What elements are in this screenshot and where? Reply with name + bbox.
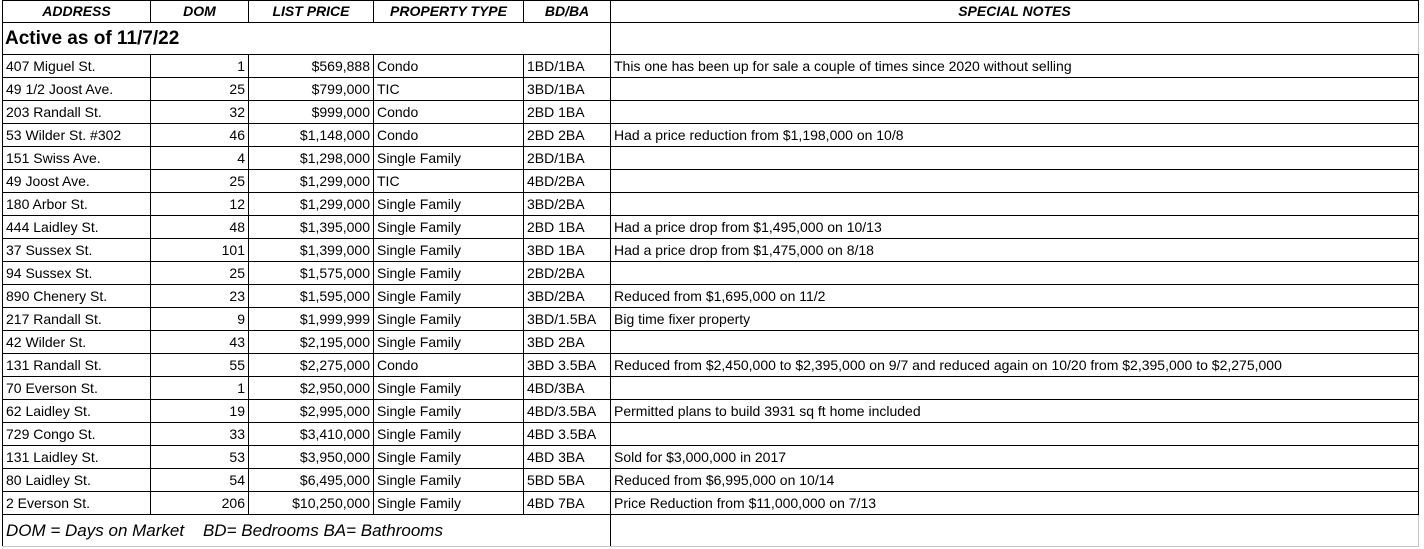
cell-bd-ba: 2BD 2BA xyxy=(524,124,611,147)
cell-property-type: Single Family xyxy=(374,308,524,331)
cell-address: 94 Sussex St. xyxy=(3,262,151,285)
cell-property-type: Single Family xyxy=(374,239,524,262)
table-row xyxy=(3,216,1419,239)
header-property-type: PROPERTY TYPE xyxy=(374,1,524,23)
cell-address: 70 Everson St. xyxy=(3,377,151,400)
cell-property-type: TIC xyxy=(374,78,524,101)
cell-bd-ba: 3BD 2BA xyxy=(524,331,611,354)
cell-dom: 25 xyxy=(151,170,249,193)
table-body xyxy=(3,55,1419,515)
table-row xyxy=(3,285,1419,308)
cell-special-notes xyxy=(611,170,1419,193)
cell-bd-ba: 3BD 1BA xyxy=(524,239,611,262)
cell-dom: 48 xyxy=(151,216,249,239)
footer-blank-cell xyxy=(611,515,1419,547)
cell-dom: 206 xyxy=(151,492,249,515)
cell-address: 42 Wilder St. xyxy=(3,331,151,354)
cell-list-price: $1,575,000 xyxy=(249,262,374,285)
table-row xyxy=(3,423,1419,446)
cell-property-type: Condo xyxy=(374,101,524,124)
sheet-title: Active as of 11/7/22 xyxy=(3,23,611,55)
cell-bd-ba: 2BD 1BA xyxy=(524,101,611,124)
listings-table xyxy=(2,0,1419,547)
cell-address: 151 Swiss Ave. xyxy=(3,147,151,170)
cell-list-price: $2,995,000 xyxy=(249,400,374,423)
cell-address: 49 1/2 Joost Ave. xyxy=(3,78,151,101)
table-row xyxy=(3,170,1419,193)
cell-special-notes: This one has been up for sale a couple of times since 2020 without selling xyxy=(611,55,1419,78)
cell-dom: 101 xyxy=(151,239,249,262)
cell-bd-ba: 4BD 3.5BA xyxy=(524,423,611,446)
cell-special-notes: Had a price drop from $1,495,000 on 10/13 xyxy=(611,216,1419,239)
cell-list-price: $799,000 xyxy=(249,78,374,101)
cell-bd-ba: 3BD/2BA xyxy=(524,193,611,216)
cell-dom: 1 xyxy=(151,377,249,400)
cell-dom: 55 xyxy=(151,354,249,377)
cell-property-type: Condo xyxy=(374,124,524,147)
cell-property-type: TIC xyxy=(374,170,524,193)
cell-special-notes xyxy=(611,147,1419,170)
cell-special-notes xyxy=(611,78,1419,101)
cell-address: 890 Chenery St. xyxy=(3,285,151,308)
table-row xyxy=(3,377,1419,400)
cell-special-notes xyxy=(611,262,1419,285)
cell-bd-ba: 3BD 3.5BA xyxy=(524,354,611,377)
title-blank-cell xyxy=(611,23,1419,55)
table-row xyxy=(3,492,1419,515)
cell-special-notes xyxy=(611,331,1419,354)
cell-dom: 33 xyxy=(151,423,249,446)
cell-list-price: $1,399,000 xyxy=(249,239,374,262)
cell-dom: 25 xyxy=(151,262,249,285)
cell-address: 37 Sussex St. xyxy=(3,239,151,262)
cell-special-notes: Reduced from $6,995,000 on 10/14 xyxy=(611,469,1419,492)
cell-bd-ba: 4BD 7BA xyxy=(524,492,611,515)
cell-dom: 25 xyxy=(151,78,249,101)
cell-dom: 19 xyxy=(151,400,249,423)
table-row xyxy=(3,262,1419,285)
cell-property-type: Single Family xyxy=(374,492,524,515)
cell-special-notes xyxy=(611,101,1419,124)
cell-address: 180 Arbor St. xyxy=(3,193,151,216)
cell-property-type: Single Family xyxy=(374,469,524,492)
table-row xyxy=(3,469,1419,492)
cell-property-type: Single Family xyxy=(374,285,524,308)
cell-dom: 9 xyxy=(151,308,249,331)
cell-address: 49 Joost Ave. xyxy=(3,170,151,193)
cell-address: 217 Randall St. xyxy=(3,308,151,331)
cell-dom: 4 xyxy=(151,147,249,170)
cell-dom: 46 xyxy=(151,124,249,147)
cell-address: 729 Congo St. xyxy=(3,423,151,446)
cell-property-type: Single Family xyxy=(374,400,524,423)
table-row xyxy=(3,193,1419,216)
cell-address: 53 Wilder St. #302 xyxy=(3,124,151,147)
cell-bd-ba: 3BD/2BA xyxy=(524,285,611,308)
cell-property-type: Condo xyxy=(374,354,524,377)
header-row xyxy=(3,1,1419,23)
cell-dom: 53 xyxy=(151,446,249,469)
table-row xyxy=(3,239,1419,262)
cell-list-price: $6,495,000 xyxy=(249,469,374,492)
cell-special-notes: Reduced from $1,695,000 on 11/2 xyxy=(611,285,1419,308)
cell-bd-ba: 3BD/1BA xyxy=(524,78,611,101)
cell-special-notes: Big time fixer property xyxy=(611,308,1419,331)
cell-property-type: Single Family xyxy=(374,147,524,170)
cell-list-price: $1,999,999 xyxy=(249,308,374,331)
table-row xyxy=(3,124,1419,147)
cell-bd-ba: 4BD/2BA xyxy=(524,170,611,193)
cell-property-type: Single Family xyxy=(374,446,524,469)
cell-bd-ba: 4BD 3BA xyxy=(524,446,611,469)
cell-property-type: Single Family xyxy=(374,377,524,400)
cell-bd-ba: 3BD/1.5BA xyxy=(524,308,611,331)
cell-list-price: $1,298,000 xyxy=(249,147,374,170)
header-special-notes: SPECIAL NOTES xyxy=(611,1,1419,23)
cell-address: 131 Randall St. xyxy=(3,354,151,377)
cell-dom: 1 xyxy=(151,55,249,78)
cell-address: 62 Laidley St. xyxy=(3,400,151,423)
table-row xyxy=(3,101,1419,124)
cell-list-price: $1,595,000 xyxy=(249,285,374,308)
cell-dom: 54 xyxy=(151,469,249,492)
table-row xyxy=(3,55,1419,78)
cell-list-price: $1,395,000 xyxy=(249,216,374,239)
cell-bd-ba: 1BD/1BA xyxy=(524,55,611,78)
table-row xyxy=(3,446,1419,469)
cell-list-price: $569,888 xyxy=(249,55,374,78)
cell-bd-ba: 2BD/1BA xyxy=(524,147,611,170)
cell-bd-ba: 2BD/2BA xyxy=(524,262,611,285)
cell-list-price: $10,250,000 xyxy=(249,492,374,515)
header-dom: DOM xyxy=(151,1,249,23)
cell-bd-ba: 2BD 1BA xyxy=(524,216,611,239)
cell-property-type: Single Family xyxy=(374,262,524,285)
cell-address: 80 Laidley St. xyxy=(3,469,151,492)
cell-address: 2 Everson St. xyxy=(3,492,151,515)
cell-special-notes xyxy=(611,423,1419,446)
cell-list-price: $999,000 xyxy=(249,101,374,124)
cell-property-type: Single Family xyxy=(374,216,524,239)
cell-list-price: $1,299,000 xyxy=(249,193,374,216)
cell-special-notes xyxy=(611,193,1419,216)
cell-bd-ba: 5BD 5BA xyxy=(524,469,611,492)
cell-special-notes: Sold for $3,000,000 in 2017 xyxy=(611,446,1419,469)
cell-list-price: $1,148,000 xyxy=(249,124,374,147)
cell-list-price: $3,410,000 xyxy=(249,423,374,446)
cell-address: 444 Laidley St. xyxy=(3,216,151,239)
cell-address: 131 Laidley St. xyxy=(3,446,151,469)
cell-special-notes: Permitted plans to build 3931 sq ft home included xyxy=(611,400,1419,423)
cell-property-type: Single Family xyxy=(374,193,524,216)
cell-dom: 32 xyxy=(151,101,249,124)
table-row xyxy=(3,354,1419,377)
cell-bd-ba: 4BD/3BA xyxy=(524,377,611,400)
table-row xyxy=(3,308,1419,331)
cell-bd-ba: 4BD/3.5BA xyxy=(524,400,611,423)
cell-dom: 12 xyxy=(151,193,249,216)
cell-property-type: Single Family xyxy=(374,423,524,446)
cell-special-notes: Reduced from $2,450,000 to $2,395,000 on 9/7 and reduced again on 10/20 from $2,395,000 to $2,275,000 xyxy=(611,354,1419,377)
header-list-price: LIST PRICE xyxy=(249,1,374,23)
cell-property-type: Condo xyxy=(374,55,524,78)
cell-special-notes: Price Reduction from $11,000,000 on 7/13 xyxy=(611,492,1419,515)
header-address: ADDRESS xyxy=(3,1,151,23)
table-row xyxy=(3,400,1419,423)
cell-list-price: $3,950,000 xyxy=(249,446,374,469)
cell-dom: 23 xyxy=(151,285,249,308)
cell-special-notes: Had a price drop from $1,475,000 on 8/18 xyxy=(611,239,1419,262)
cell-property-type: Single Family xyxy=(374,331,524,354)
table-row xyxy=(3,331,1419,354)
table-row xyxy=(3,147,1419,170)
cell-list-price: $2,195,000 xyxy=(249,331,374,354)
cell-address: 407 Miguel St. xyxy=(3,55,151,78)
cell-special-notes: Had a price reduction from $1,198,000 on 10/8 xyxy=(611,124,1419,147)
cell-list-price: $1,299,000 xyxy=(249,170,374,193)
cell-special-notes xyxy=(611,377,1419,400)
cell-list-price: $2,275,000 xyxy=(249,354,374,377)
table-row xyxy=(3,78,1419,101)
title-row xyxy=(3,23,1419,55)
footer-row xyxy=(3,515,1419,547)
cell-address: 203 Randall St. xyxy=(3,101,151,124)
footer-legend: DOM = Days on Market BD= Bedrooms BA= Bathrooms xyxy=(3,515,611,547)
cell-list-price: $2,950,000 xyxy=(249,377,374,400)
header-bd-ba: BD/BA xyxy=(524,1,611,23)
cell-dom: 43 xyxy=(151,331,249,354)
